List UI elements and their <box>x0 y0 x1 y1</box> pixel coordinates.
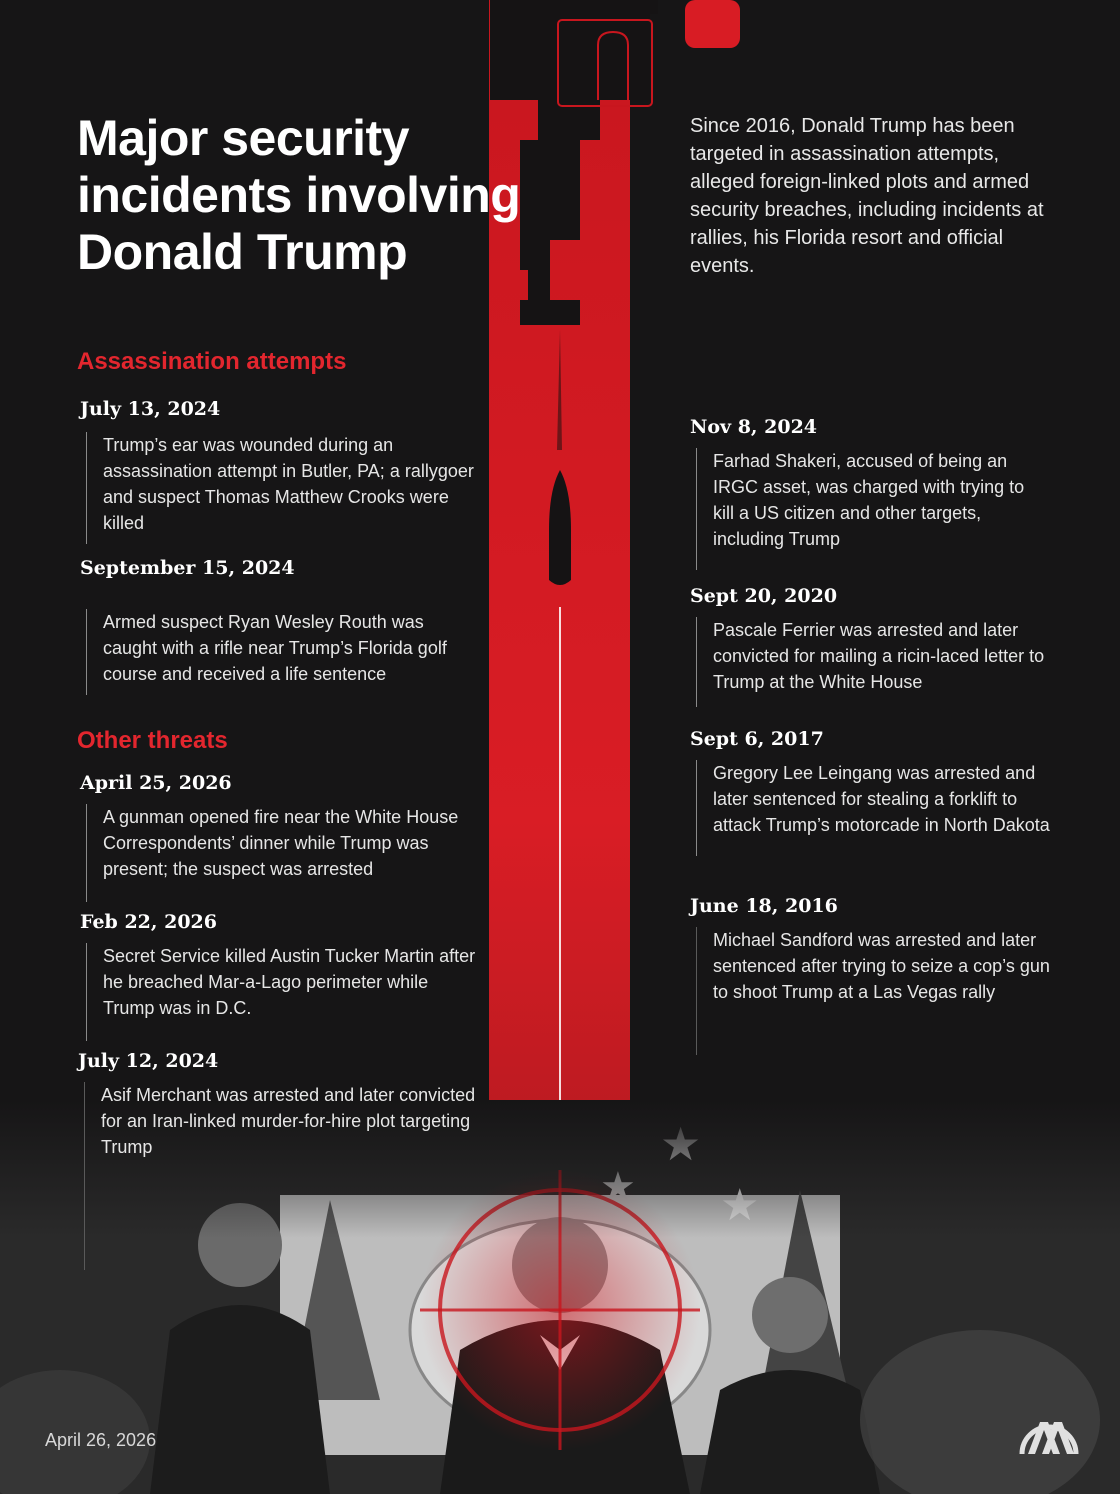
incident-description: Michael Sandford was arrested and later sentenced after trying to seize a cop’s gun to shoot Trump at a Las Vegas rally <box>696 927 1060 1055</box>
incident-description: Gregory Lee Leingang was arrested and later sentenced for stealing a forklift to attack Trump’s motorcade in North Dakota <box>696 760 1050 856</box>
incident-date: Feb 22, 2026 <box>80 911 217 933</box>
incident-date: Nov 8, 2024 <box>690 416 818 438</box>
incident-entry <box>690 585 1050 707</box>
incident-description: A gunman opened fire near the White House Correspondents’ dinner while Trump was present; the suspect was arrested <box>86 804 480 902</box>
incident-entry <box>690 895 1060 1055</box>
incident-entry <box>78 1050 478 1270</box>
bullet-icon <box>535 330 585 590</box>
incident-date: Sept 20, 2020 <box>690 585 838 607</box>
incident-date: July 12, 2024 <box>78 1050 219 1072</box>
incident-description: Asif Merchant was arrested and later convicted for an Iran-linked murder-for-hire plot targeting Trump <box>84 1082 478 1270</box>
incident-entry <box>80 557 480 695</box>
page-title: Major security incidents involving Donald Trump <box>77 110 521 280</box>
intro-paragraph: Since 2016, Donald Trump has been targeted in assassination attempts, alleged foreign-linked plots and armed security breaches, including incidents at rallies, his Florida resort and official events. <box>690 115 1044 277</box>
publication-date: April 26, 2026 <box>45 1430 157 1450</box>
aa-logo-icon <box>1018 1396 1080 1458</box>
incident-date: September 15, 2024 <box>80 557 295 579</box>
incident-entry <box>690 728 1050 856</box>
incident-entry <box>80 398 480 544</box>
other-threats-section-title: Other threats <box>77 727 228 754</box>
incident-description: Trump’s ear was wounded during an assassination attempt in Butler, PA; a rallygoer and suspect Thomas Matthew Crooks were killed <box>86 432 480 544</box>
incident-description: Farhad Shakeri, accused of being an IRGC asset, was charged with trying to kill a US citizen and other targets, including Trump <box>696 448 1050 570</box>
incident-date: June 18, 2016 <box>690 895 838 917</box>
incident-entry <box>80 772 480 902</box>
incident-date: Sept 6, 2017 <box>690 728 824 750</box>
bullet-trail-line <box>559 607 561 1132</box>
incident-description: Armed suspect Ryan Wesley Routh was caught with a rifle near Trump’s Florida golf course and received a life sentence <box>86 609 480 695</box>
incident-entry <box>80 911 480 1041</box>
incident-description: Secret Service killed Austin Tucker Martin after he breached Mar-a-Lago perimeter while Trump was in D.C. <box>86 943 480 1041</box>
incident-entry <box>690 416 1050 570</box>
incident-description: Pascale Ferrier was arrested and later convicted for mailing a ricin-laced letter to Trump at the White House <box>696 617 1050 707</box>
incident-date: July 13, 2024 <box>80 398 221 420</box>
assassination-section-title: Assassination attempts <box>77 348 347 375</box>
incident-date: April 25, 2026 <box>80 772 232 794</box>
